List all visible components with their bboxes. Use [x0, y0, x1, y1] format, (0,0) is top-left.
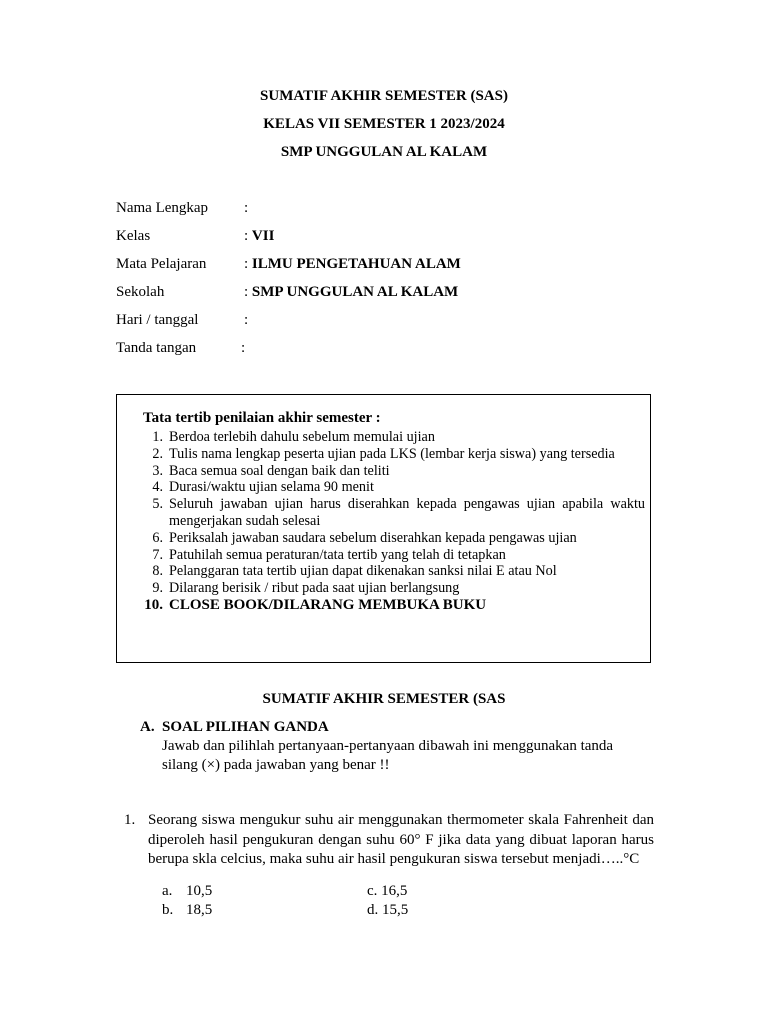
rule-item	[140, 580, 645, 597]
option-c[interactable]	[367, 883, 407, 900]
field-signature: :	[241, 340, 246, 356]
rule-number: 1.	[152, 429, 163, 445]
field-label-class: Kelas	[116, 228, 151, 244]
field-class: : VII	[244, 228, 275, 244]
rule-text: Periksalah jawaban saudara sebelum diserahkan kepada pengawas ujian	[169, 529, 577, 546]
field-label-name: Nama Lengkap	[116, 200, 209, 216]
option-text: 15,5	[382, 902, 409, 918]
header-class: KELAS VII SEMESTER 1 2023/2024	[263, 116, 505, 132]
option-d[interactable]	[367, 902, 408, 919]
rule-item	[140, 530, 645, 547]
rule-item	[140, 563, 645, 580]
rule-item	[140, 547, 645, 564]
rule-text: Dilarang berisik / ribut pada saat ujian berlangsung	[169, 580, 460, 597]
rule-item	[140, 496, 645, 530]
header-school: SMP UNGGULAN AL KALAM	[280, 144, 488, 160]
field-school: : SMP UNGGULAN AL KALAM	[244, 284, 459, 300]
field-subject: : ILMU PENGETAHUAN ALAM	[244, 256, 461, 272]
field-label-school: Sekolah	[116, 284, 165, 300]
rule-number: 3.	[152, 462, 163, 479]
option-label: b.	[162, 902, 174, 918]
question-text: Seorang siswa mengukur suhu air menggunakan thermometer skala Fahrenheit dan diperoleh hasil pengukuran dengan suhu 60° F jika data yang dibuat laporan harus berupa skla celcius, maka suhu air hasil pengukuran siswa tersebut menjadi…..°C	[148, 812, 654, 867]
option-label: d.	[367, 902, 379, 918]
rule-number: 5.	[152, 496, 163, 513]
option-text: 10,5	[186, 883, 213, 899]
field-value-subject: ILMU PENGETAHUAN ALAM	[251, 256, 461, 272]
header-title: SUMATIF AKHIR SEMESTER (SAS)	[260, 88, 508, 104]
field-date: :	[244, 312, 249, 328]
option-text: 16,5	[381, 883, 408, 899]
instruction-text: Jawab dan pilihlah pertanyaan-pertanyaan dibawah ini menggunakan tanda silang (×) pada jawaban yang benar !!	[162, 738, 614, 773]
rule-text: Baca semua soal dengan baik dan teliti	[169, 462, 390, 479]
rule-item	[140, 479, 645, 496]
rule-text: Pelanggaran tata tertib ujian dapat dikenakan sanksi nilai E atau Nol	[169, 563, 557, 580]
rule-number: 2.	[152, 445, 163, 462]
rules-title: Tata tertib penilaian akhir semester :	[143, 410, 381, 426]
rule-number: 4.	[152, 479, 163, 496]
question-number: 1.	[124, 812, 136, 828]
question-1	[124, 811, 654, 870]
rule-number: 6.	[152, 529, 163, 546]
option-label: a.	[162, 883, 173, 899]
rule-number: 10.	[144, 596, 163, 613]
rule-number: 7.	[152, 546, 163, 563]
rule-number: 9.	[152, 580, 163, 597]
rule-text: Tulis nama lengkap peserta ujian pada LKS (lembar kerja siswa) yang tersedia	[169, 445, 615, 462]
rule-item	[140, 446, 645, 463]
rule-item	[140, 597, 645, 614]
rule-text: CLOSE BOOK/DILARANG MEMBUKA BUKU	[169, 596, 487, 613]
option-label: c.	[367, 883, 378, 899]
option-text: 18,5	[186, 902, 213, 918]
field-label-signature: Tanda tangan	[116, 340, 197, 356]
field-value-school: SMP UNGGULAN AL KALAM	[251, 284, 459, 300]
part-label: A.	[140, 719, 155, 735]
part-title: SOAL PILIHAN GANDA	[162, 719, 329, 735]
field-value-class: VII	[251, 228, 275, 244]
rules-list	[140, 429, 645, 614]
section-title: SUMATIF AKHIR SEMESTER (SAS	[262, 691, 506, 707]
rule-number: 8.	[152, 563, 163, 580]
rule-text: Patuhilah semua peraturan/tata tertib yang telah di tetapkan	[169, 546, 506, 563]
rule-text: Durasi/waktu ujian selama 90 menit	[169, 479, 374, 496]
rule-text: Seluruh jawaban ujian harus diserahkan kepada pengawas ujian apabila waktu mengerjakan sudah selesai	[169, 496, 645, 529]
rule-text: Berdoa terlebih dahulu sebelum memulai ujian	[169, 429, 435, 445]
field-name: :	[244, 200, 249, 216]
option-a[interactable]	[162, 883, 213, 900]
rule-item	[140, 429, 645, 446]
field-label-date: Hari / tanggal	[116, 312, 199, 328]
rule-item	[140, 463, 645, 480]
option-b[interactable]	[162, 902, 213, 919]
field-label-subject: Mata Pelajaran	[116, 256, 207, 272]
part-heading	[140, 719, 329, 736]
